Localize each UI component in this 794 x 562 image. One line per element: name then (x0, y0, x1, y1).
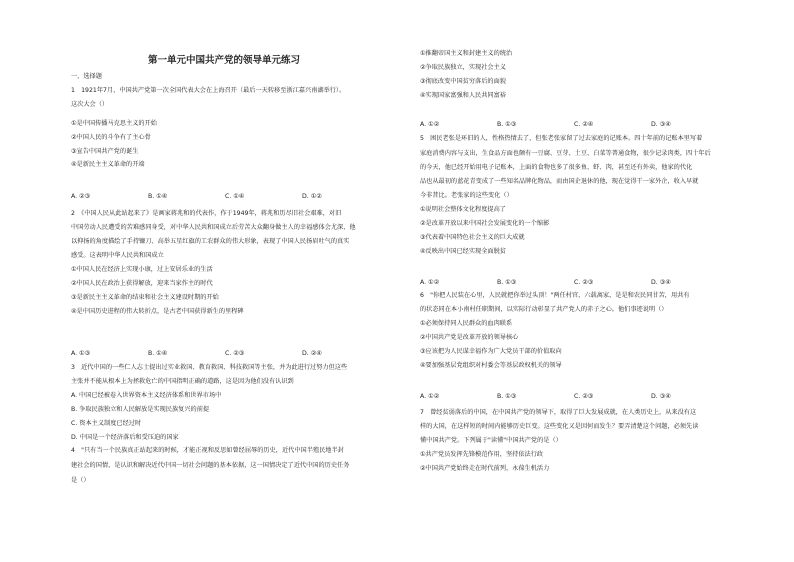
question-text-line: 7 曾经贫弱落后的中国，在中国共产党的领导下，取得了巨大发展成就，在人类历史上，从来没有这 (420, 409, 697, 416)
question-text-line: ②中国共产党始终走在时代前列，永葆生机活力 (420, 465, 550, 472)
question-text-line: 这次大会（） (71, 101, 109, 108)
question-text-line: C. 资本主义制度已经过时 (71, 420, 142, 427)
question-text-line: 感受。这表明中华人民共和国成立 (71, 252, 164, 259)
question-text-line: 样的大国，在这样短的时间内能够历史巨变。这些变化又是因何而发生？要弄清楚这个问题，必须先读 (420, 423, 699, 430)
answer-option-d: D. ③④ (651, 121, 671, 128)
question-text-line: 2 《中国人民从此站起来了》是画家蒋兆和的代表作，作于1949年，蒋兆和历尽旧社会艰难，对旧 (71, 210, 342, 217)
answer-option-d: D. ①② (302, 193, 322, 200)
question-text-line: ①必须保持同人民群众的血肉联系 (420, 320, 513, 327)
question-text-line: ③宣告中国共产党的诞生 (71, 148, 139, 155)
answer-option-a: A. ②③ (71, 193, 91, 200)
question-text-line: 建社会的国情，是认识和解决近代中国一切社会问题的基本依据，这一国情决定了近代中国的历史任务 (71, 462, 350, 469)
question-text-line: ②中国人民在政治上获得解放，迎来当家作主的时代 (71, 280, 213, 287)
question-text-line: ①共产党员发挥先锋模范作用，坚持依法行政 (420, 451, 544, 458)
question-text-line: 懂中国共产党。下列属于"读懂"中国共产党的是（） (420, 437, 562, 444)
answer-option-b: B. ①④ (148, 350, 168, 357)
page-title: 第一单元中国共产党的领导单元练习 (148, 55, 301, 66)
question-text-line: 今非昔比。老张家的这些变化（） (420, 192, 513, 199)
question-text-line: ①说明社会整体文化程度提高了 (420, 206, 506, 213)
question-text-line: ④是中国历史进程的伟大转折点，是古老中国获得新生的里程碑 (71, 308, 244, 315)
answer-option-c: C. ②③ (225, 350, 245, 357)
question-text-line: 家庭消费内容与支出，生食品方面也颇有一豆腐、豆芽、土豆、白菜等普通食物，很少记录肉类，四十年后 (420, 150, 711, 157)
answer-option-d: D. ②④ (302, 350, 322, 357)
answer-option-d: D. ③④ (651, 279, 671, 286)
question-text-line: ②争取民族独立，实现社会主义 (420, 64, 506, 71)
question-text-line: 6 "你把人民装在心里，人民就把你举过头顶！"两任村官，六载离家，是是和农民同甘苦，用共有 (420, 292, 690, 299)
question-text-line: A. 中国已经被卷入世界资本主义经济体系和世界市场中 (71, 392, 222, 399)
question-text-line: ①是中国传播马克思主义的开始 (71, 120, 157, 127)
question-text-line: 的状态同在本小南村任职期间，以实际行动彰显了共产党人的赤子之心。他们事迹说明（） (420, 306, 668, 313)
answer-option-c: C. ②④ (574, 121, 594, 128)
question-text-line: ①推翻帝国主义和封建主义的统治 (420, 50, 513, 57)
answer-option-b: B. ①④ (148, 193, 168, 200)
answer-option-d: D. ③④ (651, 393, 671, 400)
answer-option-a: A. ①③ (71, 350, 91, 357)
question-text-line: ②是改革开放以来中国社会发展变化的一个缩影 (420, 220, 550, 227)
question-text-line: B. 争取民族独立和人民解放是实现民族复兴的前提 (71, 406, 210, 413)
question-text-line: ③是新民主主义革命的结束和社会主义建设时期的开始 (71, 294, 219, 301)
answer-option-a: A. ①② (420, 121, 440, 128)
question-text-line: ①中国人民在经济上实现小康，过上安居乐业的生活 (71, 266, 213, 273)
question-text-line: 主张并不能从根本上为拯救危亡的中国指明正确的道路，这是因为他们没有认识到 (71, 378, 294, 385)
answer-option-b: B. ①③ (497, 121, 517, 128)
question-text-line: ④要加强基层党组织对村委会等基层政权机关的领导 (420, 362, 562, 369)
answer-option-b: B. ①③ (497, 393, 517, 400)
question-text-line: 5 困民老张是环旧的人，性格热情去了，但张老张家留了过去家庭的记账本。四十年前的记账本里写着 (420, 135, 703, 142)
question-text-line: ③代表着中国特色社会主义的巨大成就 (420, 234, 525, 241)
section-heading: 一、选择题 (71, 73, 102, 80)
question-text-line: 3 近代中国的一些仁人志士提出过实业救国、教育救国、科技救国等主张，并为此进行过努力但这些 (71, 364, 348, 371)
question-text-line: ③应该把为人民谋幸福作为广大党员干部的价值取向 (420, 348, 562, 355)
question-text-line: ④是新民主主义革命的开端 (71, 161, 145, 168)
question-text-line: ④反映出中国已经实现全面脱贫 (420, 248, 506, 255)
question-text-line: 中国劳动人民遭受的苦难感同身受，对中华人民共和国成立后劳苦大众翻身做主人的幸福感体会尤深，他 (71, 224, 356, 231)
question-text-line: 以抑扬的角度描绘了手持镰刀、高举五星红旗的工农群众的伟大形象，表现了中国人民扬眉吐气的真实 (71, 238, 350, 245)
question-text-line: ②中国共产党是改革开放的领导核心 (420, 334, 519, 341)
answer-option-b: B. ①③ (497, 279, 517, 286)
question-text-line: ②中国人民的斗争有了主心骨 (71, 134, 151, 141)
answer-option-a: A. ①② (420, 393, 440, 400)
question-text-line: ④实现国家富强和人民共同富裕 (420, 92, 506, 99)
question-text-line: D. 中国是一个经济落后和受压迫的国家 (71, 434, 179, 441)
question-text-line: ③彻底改变中国贫穷落后的面貌 (420, 78, 506, 85)
answer-option-c: C. ②③ (574, 393, 594, 400)
answer-option-a: A. ①② (420, 279, 440, 286)
question-text-line: 是（） (71, 477, 90, 484)
question-text-line: 的今天，他已经开始用电子记账本，上面的食物也多了很多鱼、虾、肉，甚至还有外卖，他家的代化 (420, 164, 693, 171)
question-text-line: 品也从最初的蓝花青变成了一些知名品牌化物品，而由国企退休的他，现在觉得干一家外企，收入早就 (420, 178, 699, 185)
answer-option-c: C. ①④ (225, 193, 245, 200)
question-text-line: 4 "只有当一个民族真正站起来的时候，才能正视和反思如曾经屈辱的历史，近代中国半殖民地半封 (71, 447, 344, 454)
answer-option-c: C. ②③ (574, 279, 594, 286)
question-text-line: 1 1921年7月，中国共产党第一次全国代表大会在上海召开（最后一天转移至浙江嘉兴南湖举行）。 (71, 87, 346, 94)
